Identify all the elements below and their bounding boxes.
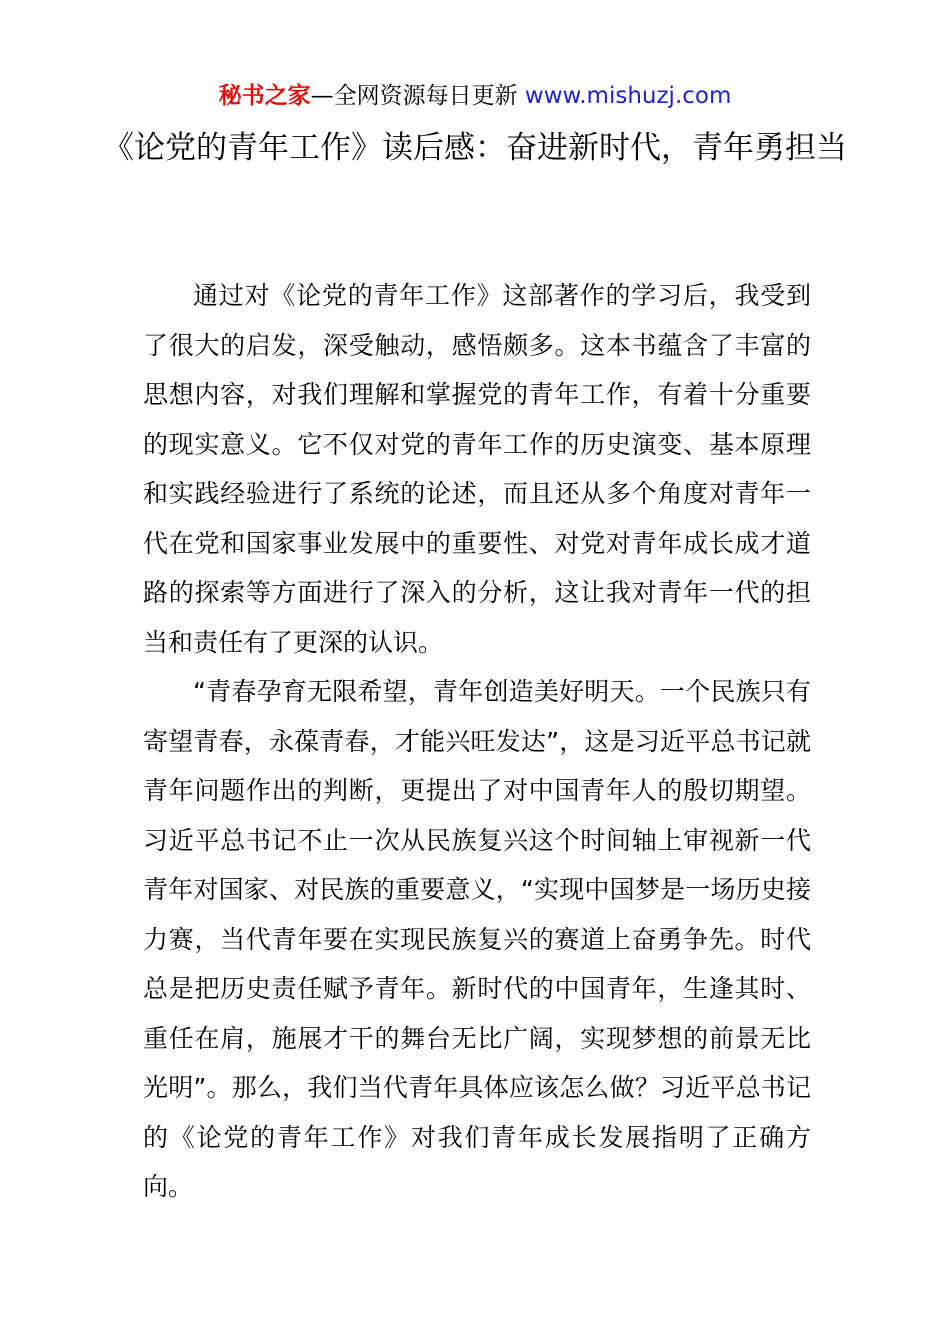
document-body: [143, 271, 811, 1212]
site-header: [0, 80, 950, 112]
document-title: 《论党的青年工作》读后感：奋进新时代，青年勇担当: [103, 130, 847, 166]
site-brand: 秘书之家: [218, 83, 311, 109]
paragraph-2: “青春孕育无限希望，青年创造美好明天。一个民族只有寄望青春，永葆青春，才能兴旺发达”，这是习近平总书记就青年问题作出的判断，更提出了对中国青年人的殷切期望。习近平总书记不止一次从民族复兴这个时间轴上审视新一代青年对国家、对民族的重要意义，“实现中国梦是一场历史接力赛，当代青年要在实现民族复兴的赛道上奋勇争先。时代总是把历史责任赋予青年。新时代的中国青年，生逢其时、重任在肩，施展才干的舞台无比广阔，实现梦想的前景无比光明”。那么，我们当代青年具体应该怎么做？习近平总书记的《论党的青年工作》对我们青年成长发展指明了正确方向。: [143, 677, 811, 1201]
paragraph-1: 通过对《论党的青年工作》这部著作的学习后，我受到了很大的启发，深受触动，感悟颇多。这本书蕴含了丰富的思想内容，对我们理解和掌握党的青年工作，有着十分重要的现实意义。它不仅对党的青年工作的历史演变、基本原理和实践经验进行了系统的论述，而且还从多个角度对青年一代在党和国家事业发展中的重要性、对党对青年成长成才道路的探索等方面进行了深入的分析，这让我对青年一代的担当和责任有了更深的认识。: [143, 281, 811, 657]
site-tagline: —全网资源每日更新: [310, 83, 525, 109]
site-url-link[interactable]: www.mishuzj.com: [524, 83, 732, 109]
